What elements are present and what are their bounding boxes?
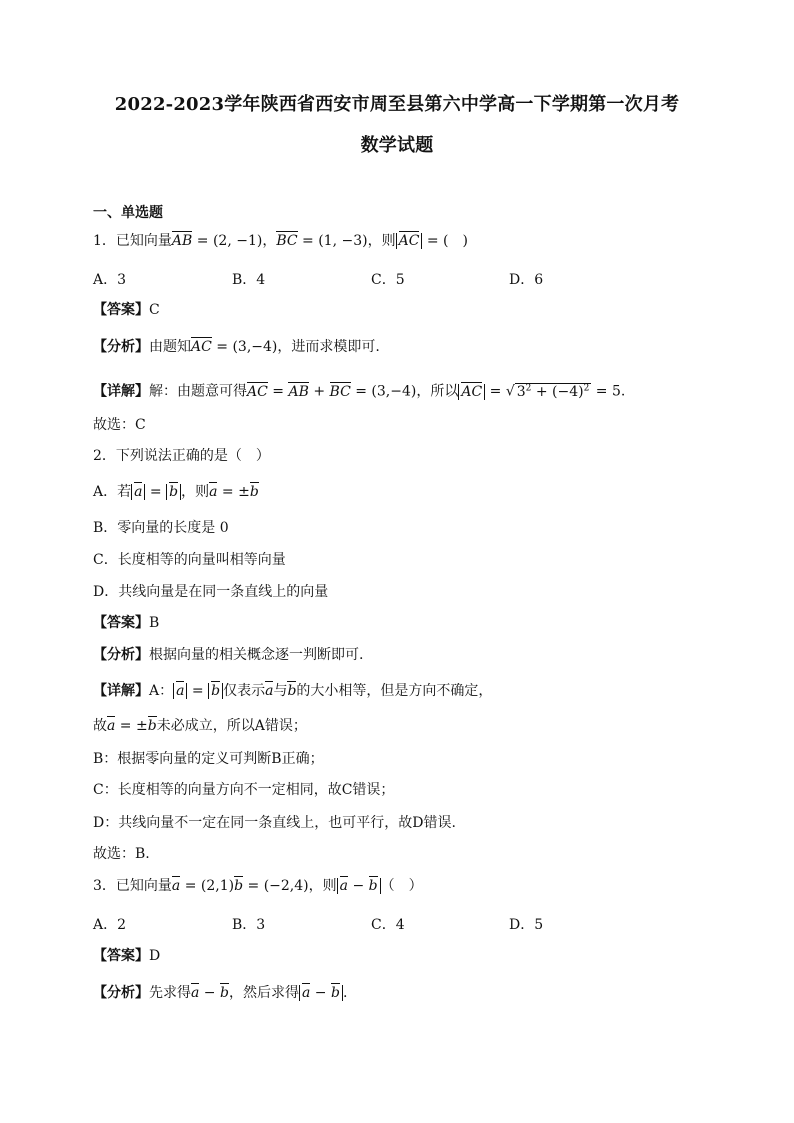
q2-stem: 2．下列说法正确的是（ ）	[93, 448, 270, 464]
vector-ac: AC	[398, 233, 420, 249]
q2-detail-a2: 故a = ±b未必成立，所以A错误；	[93, 718, 307, 734]
q1-option-a: A．3	[93, 272, 127, 288]
q1-option-d: D．6	[509, 272, 544, 288]
q2-analysis: 【分析】根据向量的相关概念逐一判断即可.	[93, 647, 364, 663]
sqrt-symbol: √	[505, 383, 515, 400]
q2-option-b: B．零向量的长度是 0	[93, 520, 229, 536]
q2-detail-c: C：长度相等的向量方向不一定相同，故C错误；	[93, 782, 395, 798]
q1-option-b: B．4	[232, 272, 266, 288]
q1-stem: 1．已知向量AB = (2, −1)，BC = (1, −3)，则 AC = ( )	[93, 233, 468, 249]
q2-detail-a: 【详解】A： a = b 仅表示a与b的大小相等，但是方向不确定，	[93, 683, 493, 699]
section-heading: 一、单选题	[93, 205, 163, 221]
q2-option-c: C．长度相等的向量叫相等向量	[93, 552, 286, 568]
q2-detail-b: B：根据零向量的定义可判断B正确；	[93, 751, 324, 767]
q3-option-b: B．3	[232, 917, 266, 933]
q1-detail: 【详解】解：由题意可得AC = AB + BC = (3,−4)，所以 AC = √ $3^2 + (-4)^2 = 5$.	[93, 383, 626, 400]
q1-analysis: 【分析】由题知AC = (3,−4)，进而求模即可.	[93, 339, 380, 355]
q2-detail-d: D：共线向量不一定在同一条直线上，也可平行，故D错误.	[93, 815, 456, 831]
q2-option-d: D．共线向量是在同一条直线上的向量	[93, 584, 329, 600]
q3-stem: 3．已知向量a = (2,1)b = (−2,4)，则 a − b （ ）	[93, 878, 423, 894]
q1-final: 故选：C	[93, 417, 146, 433]
document-subtitle: 数学试题	[360, 135, 434, 156]
q3-option-d: D．5	[509, 917, 544, 933]
q2-option-a: A．若 a = b ，则a = ±b	[93, 484, 259, 500]
q2-answer: 【答案】B	[93, 615, 160, 631]
q3-option-c: C．4	[371, 917, 405, 933]
q1-answer: 【答案】C	[93, 302, 160, 318]
q3-answer: 【答案】D	[93, 948, 161, 964]
q1-option-c: C．5	[371, 272, 405, 288]
vector-ab: AB	[171, 233, 193, 249]
q2-final: 故选：B.	[93, 846, 150, 862]
document-title: 2022-2023学年陕西省西安市周至县第六中学高一下学期第一次月考	[114, 94, 680, 115]
q3-analysis: 【分析】先求得a − b，然后求得 a − b .	[93, 985, 348, 1001]
q3-option-a: A．2	[93, 917, 127, 933]
vector-bc: BC	[276, 233, 298, 249]
